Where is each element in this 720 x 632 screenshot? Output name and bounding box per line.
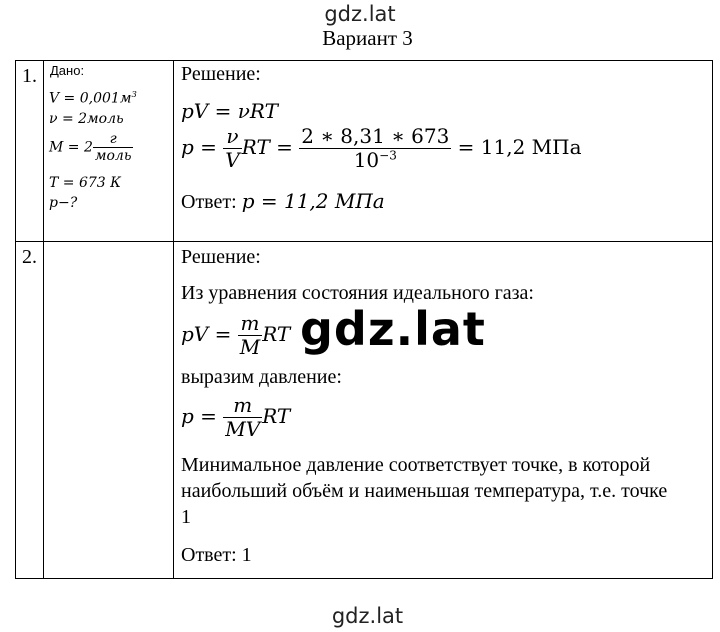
task-row-2	[16, 242, 713, 579]
conclusion-line-3: 1	[181, 506, 191, 528]
task-number: 2.	[22, 246, 37, 268]
given-molar-mass: M = 2 $\frac{г}{\text{моль}}$	[49, 131, 132, 165]
solution-label: Решение:	[181, 63, 261, 85]
site-footer: gdz.lat	[331, 604, 404, 628]
equation-mendeleev: pV = $\frac{m}{M}$ RT	[181, 311, 291, 359]
equation-pressure: p = $\frac{m}{MV}$ RT	[181, 393, 291, 441]
task-row-1	[16, 61, 713, 242]
task-number-cell	[16, 61, 44, 242]
task-number: 1.	[22, 65, 37, 87]
molar-mass-fraction: $\frac{г}{\text{моль}}$	[94, 131, 132, 165]
watermark-logo: gdz.lat	[300, 302, 486, 356]
conclusion-line-1: Минимальное давление соответствует точке, в которой	[181, 454, 651, 476]
variant-title: Вариант 3	[322, 26, 413, 50]
task-number-cell	[16, 242, 44, 579]
site-header: gdz.lat	[324, 2, 396, 26]
conclusion-line-2: наибольший объём и наименьшая температура, т.е. точке	[181, 480, 668, 502]
solution-label: Решение:	[181, 246, 261, 268]
answer-1: Ответ: p = 11,2 МПа	[181, 189, 385, 213]
ideal-gas-intro: Из уравнения состояния идеального газа:	[181, 282, 534, 304]
equation-pressure-calc: p = $\frac{\nu}{V}$ RT = $\frac{2 ∗ 8,31 ∗ 673}{10^{-3}}$ = 11,2 МПа	[181, 124, 582, 172]
given-cell-empty	[44, 242, 174, 579]
given-volume: $V = 0,001м^3$	[49, 89, 137, 107]
solution-cell-2	[174, 242, 713, 579]
given-label: Дано:	[50, 63, 85, 78]
answer-2: Ответ: 1	[181, 544, 252, 566]
equation-state: pV = νRT	[181, 99, 278, 123]
given-cell	[44, 61, 174, 242]
express-pressure-text: выразим давление:	[181, 366, 342, 388]
solution-cell-1	[174, 61, 713, 242]
given-moles: ν = 2моль	[49, 111, 124, 127]
given-temperature: T = 673 К	[49, 175, 121, 191]
given-unknown: p−?	[49, 195, 78, 211]
